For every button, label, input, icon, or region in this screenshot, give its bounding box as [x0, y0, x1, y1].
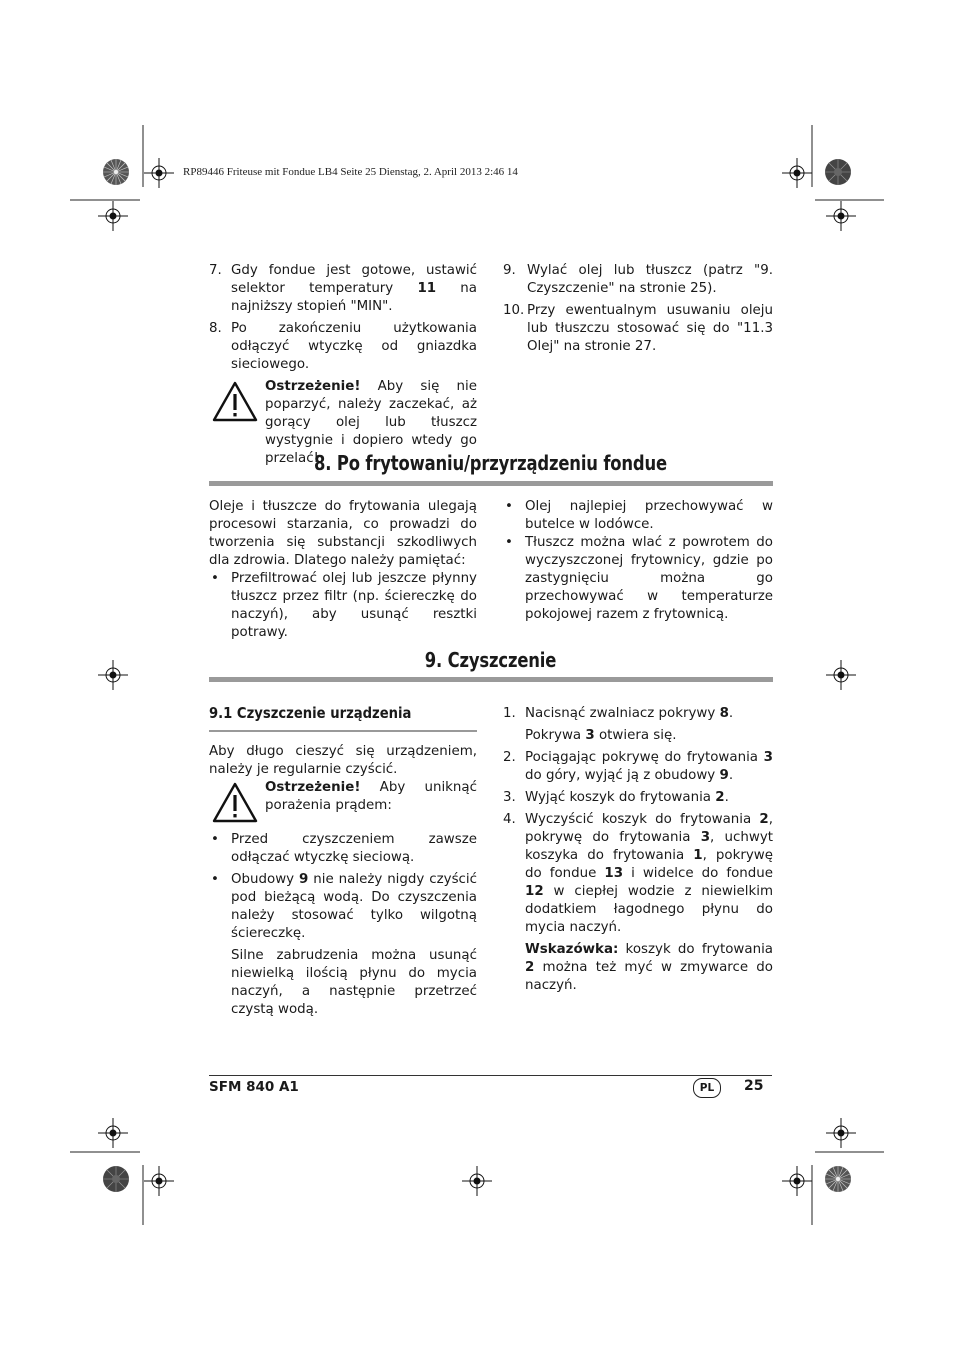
- section-8-right-column: [503, 498, 773, 624]
- registration-mark-icon: [782, 158, 812, 188]
- section-8-left-column: [209, 498, 477, 642]
- list-item: 10. Przy ewentualnym usuwaniu oleju lub tłuszczu stosować się do "11.3 Olej" na stronie 27.: [503, 303, 773, 354]
- warning-note: Ostrzeżenie! Aby się nie poparzyć, należy zaczekać, aż gorący olej lub tłuszcz wystygnie i dopiero wtedy go przelać!: [209, 378, 477, 468]
- color-target-icon: [101, 157, 131, 187]
- language-badge: PL: [693, 1078, 721, 1098]
- section-9-left-column: [209, 704, 477, 722]
- print-header: RP89446 Friteuse mit Fondue LB4 Seite 25 Dienstag, 2. April 2013 2:46 14: [183, 166, 518, 178]
- list-item: • Przefiltrować olej lub jeszcze płynny tłuszcz przez filtr (np. ściereczkę do naczyń), aby usunąć resztki potrawy.: [211, 571, 477, 640]
- top-left-column: [209, 262, 477, 468]
- registration-mark-icon: [144, 158, 174, 188]
- section-8-title: 8. Po frytowaniu/przyrządzeniu fondue: [314, 451, 667, 475]
- list-item: 7. Gdy fondue jest gotowe, ustawić selektor temperatury 11 na najniższy stopień "MIN".: [209, 263, 477, 314]
- top-right-column: [503, 262, 773, 356]
- registration-mark-icon: [98, 660, 128, 690]
- list-item: • Obudowy 9 nie należy nigdy czyścić pod bieżącą wodą. Do czyszczenia należy stosować tylko wilgotną ściereczkę.: [211, 872, 477, 941]
- color-target-icon: [101, 1164, 131, 1194]
- footer-model: SFM 840 A1: [209, 1079, 299, 1095]
- list-item: • Tłuszcz można wlać z powrotem do wyczyszczonej frytownicy, gdzie po zastygnięciu można go przechowywać w temperaturze pokojowej razem z frytownicą.: [505, 535, 773, 622]
- subsection-title: 9.1 Czyszczenie urządzenia: [209, 704, 412, 722]
- warning-triangle-icon: [211, 781, 259, 823]
- registration-mark-icon: [98, 201, 128, 231]
- section-8-intro: Oleje i tłuszcze do frytowania ulegają procesowi starzania, co prowadzi do tworzenia się substancji szkodliwych dla zdrowia. Dlatego należy pamiętać:: [209, 499, 477, 568]
- registration-mark-icon: [462, 1166, 492, 1196]
- section-9-title: 9. Czyszczenie: [424, 648, 557, 672]
- subsection-divider: [209, 730, 477, 732]
- section-divider: [209, 677, 773, 682]
- step-item: 4. Wyczyścić koszyk do frytowania 2, pokrywę do frytowania 3, uchwyt koszyka do frytowania 1, pokrywę do fondue 13 i widelce do fondue 12 w ciepłej wodzie z niewielkim dodatkiem łagodnego płynu do mycia naczyń.: [503, 812, 773, 935]
- registration-mark-icon: [144, 1166, 174, 1196]
- hint-note: Wskazówka: koszyk do frytowania 2 można też myć w zmywarce do naczyń.: [525, 942, 773, 993]
- step-item: Pokrywa 3 otwiera się.: [525, 728, 677, 743]
- step-item: 1. Nacisnąć zwalniacz pokrywy 8.: [503, 706, 734, 721]
- step-item: 2. Pociągając pokrywę do frytowania 3 do góry, wyjąć ją z obudowy 9.: [503, 750, 773, 783]
- list-item-continuation: Silne zabrudzenia można usunąć niewielką ilością płynu do mycia naczyń, a następnie przetrzeć czystą wodą.: [231, 948, 477, 1017]
- section-9-right-column: [503, 705, 773, 995]
- footer-divider: [209, 1075, 772, 1076]
- section-divider: [209, 481, 773, 486]
- list-item: • Przed czyszczeniem zawsze odłączać wtyczkę sieciową.: [211, 832, 477, 865]
- page-number: 25: [744, 1078, 764, 1094]
- registration-mark-icon: [826, 201, 856, 231]
- list-item: 9. Wylać olej lub tłuszcz (patrz "9. Czyszczenie" na stronie 25).: [503, 263, 773, 296]
- list-item: • Olej najlepiej przechowywać w butelce w lodówce.: [505, 499, 773, 532]
- section-9-left-body: [209, 743, 477, 1019]
- registration-mark-icon: [98, 1118, 128, 1148]
- registration-mark-icon: [826, 1118, 856, 1148]
- color-target-icon: [823, 1164, 853, 1194]
- warning-triangle-icon: [211, 380, 259, 422]
- registration-mark-icon: [782, 1166, 812, 1196]
- section-9-intro: Aby długo cieszyć się urządzeniem, należy je regularnie czyścić.: [209, 744, 477, 777]
- registration-mark-icon: [826, 660, 856, 690]
- color-target-icon: [823, 157, 853, 187]
- step-item: 3. Wyjąć koszyk do frytowania 2.: [503, 790, 729, 805]
- list-item: 8. Po zakończeniu użytkowania odłączyć wtyczkę od gniazdka sieciowego.: [209, 321, 477, 372]
- warning-note: Ostrzeżenie! Aby uniknąć porażenia prądem:: [209, 779, 477, 827]
